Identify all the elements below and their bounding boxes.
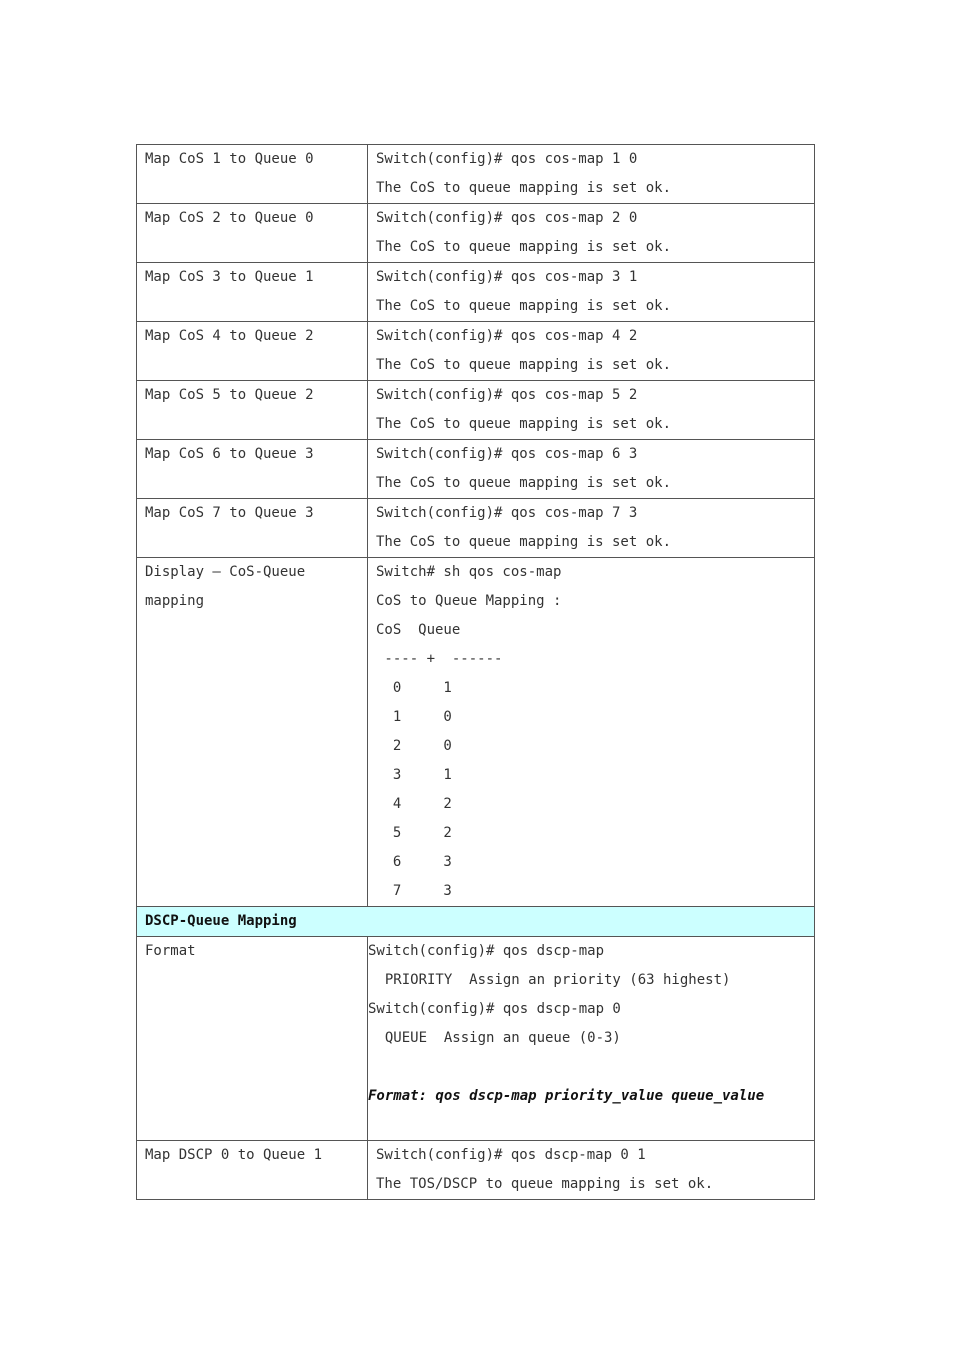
format-note: Format: qos dscp-map priority_value queue_value (368, 1088, 765, 1104)
table-row (137, 440, 815, 499)
description-cell (137, 204, 368, 263)
command-text: Switch(config)# qos cos-map 3 1 (376, 269, 638, 285)
description-cell (137, 499, 368, 558)
section-title: DSCP-Queue Mapping (137, 907, 815, 937)
output-line: 0 1 (376, 680, 452, 696)
result-text: The TOS/DSCP to queue mapping is set ok. (376, 1176, 714, 1192)
description-cell (137, 558, 368, 907)
output-line: 2 0 (376, 738, 452, 754)
command-text: Switch(config)# qos dscp-map 0 1 (376, 1147, 646, 1163)
output-line: 3 1 (376, 767, 452, 783)
output-line: 4 2 (376, 796, 452, 812)
result-text: The CoS to queue mapping is set ok. (376, 416, 672, 432)
row-label: Map CoS 4 to Queue 2 (145, 328, 314, 344)
result-text: The CoS to queue mapping is set ok. (376, 475, 672, 491)
result-text: The CoS to queue mapping is set ok. (376, 239, 672, 255)
result-text: The CoS to queue mapping is set ok. (376, 357, 672, 373)
output-line: ---- + ------ (376, 651, 503, 667)
help-line: QUEUE Assign an queue (0-3) (368, 1030, 621, 1046)
command-cell (368, 1141, 815, 1200)
command-text: Switch(config)# qos cos-map 1 0 (376, 151, 638, 167)
row-label: mapping (145, 593, 205, 609)
output-line: CoS to Queue Mapping : (376, 593, 562, 609)
command-text: Switch(config)# qos cos-map 2 0 (376, 210, 638, 226)
row-label: Map DSCP 0 to Queue 1 (145, 1147, 323, 1163)
command-text: Switch(config)# qos cos-map 7 3 (376, 505, 638, 521)
spacer (368, 1111, 814, 1140)
output-line: 5 2 (376, 825, 452, 841)
row-label: Map CoS 6 to Queue 3 (145, 446, 314, 462)
command-text: Switch(config)# qos cos-map 6 3 (376, 446, 638, 462)
command-cell (368, 204, 815, 263)
row-label: Map CoS 5 to Queue 2 (145, 387, 314, 403)
table-row (137, 145, 815, 204)
format-row (137, 937, 815, 1141)
command-text: Switch(config)# qos cos-map 5 2 (376, 387, 638, 403)
command-reference-table (136, 144, 815, 1200)
row-label: Map CoS 2 to Queue 0 (145, 210, 314, 226)
table-row (137, 499, 815, 558)
command-text: Switch# sh qos cos-map (376, 564, 562, 580)
result-text: The CoS to queue mapping is set ok. (376, 534, 672, 550)
description-cell (137, 145, 368, 204)
output-line: 1 0 (376, 709, 452, 725)
description-cell (137, 440, 368, 499)
spacer (368, 1053, 814, 1082)
table-row (137, 1141, 815, 1200)
section-header-row (137, 907, 815, 937)
command-text: Switch(config)# qos dscp-map 0 (368, 1001, 621, 1017)
table-row (137, 204, 815, 263)
description-cell (137, 381, 368, 440)
table-row (137, 381, 815, 440)
command-text: Switch(config)# qos dscp-map (368, 943, 605, 959)
command-cell (368, 145, 815, 204)
row-label: Display – CoS-Queue (145, 564, 306, 580)
description-cell (137, 1141, 368, 1200)
result-text: The CoS to queue mapping is set ok. (376, 180, 672, 196)
command-cell (368, 381, 815, 440)
description-cell (137, 937, 368, 1141)
command-cell (368, 499, 815, 558)
display-row (137, 558, 815, 907)
row-label: Map CoS 3 to Queue 1 (145, 269, 314, 285)
output-line: CoS Queue (376, 622, 461, 638)
help-line: PRIORITY Assign an priority (63 highest) (368, 972, 731, 988)
command-cell (368, 558, 815, 907)
command-text: Switch(config)# qos cos-map 4 2 (376, 328, 638, 344)
command-cell (368, 263, 815, 322)
cos-rows (137, 145, 815, 1200)
output-line: 7 3 (376, 883, 452, 899)
description-cell (137, 322, 368, 381)
row-label: Format (145, 943, 196, 959)
output-line: 6 3 (376, 854, 452, 870)
command-cell (368, 937, 815, 1141)
command-cell (368, 440, 815, 499)
row-label: Map CoS 7 to Queue 3 (145, 505, 314, 521)
table-row (137, 322, 815, 381)
description-cell (137, 263, 368, 322)
command-cell (368, 322, 815, 381)
row-label: Map CoS 1 to Queue 0 (145, 151, 314, 167)
table-row (137, 263, 815, 322)
result-text: The CoS to queue mapping is set ok. (376, 298, 672, 314)
